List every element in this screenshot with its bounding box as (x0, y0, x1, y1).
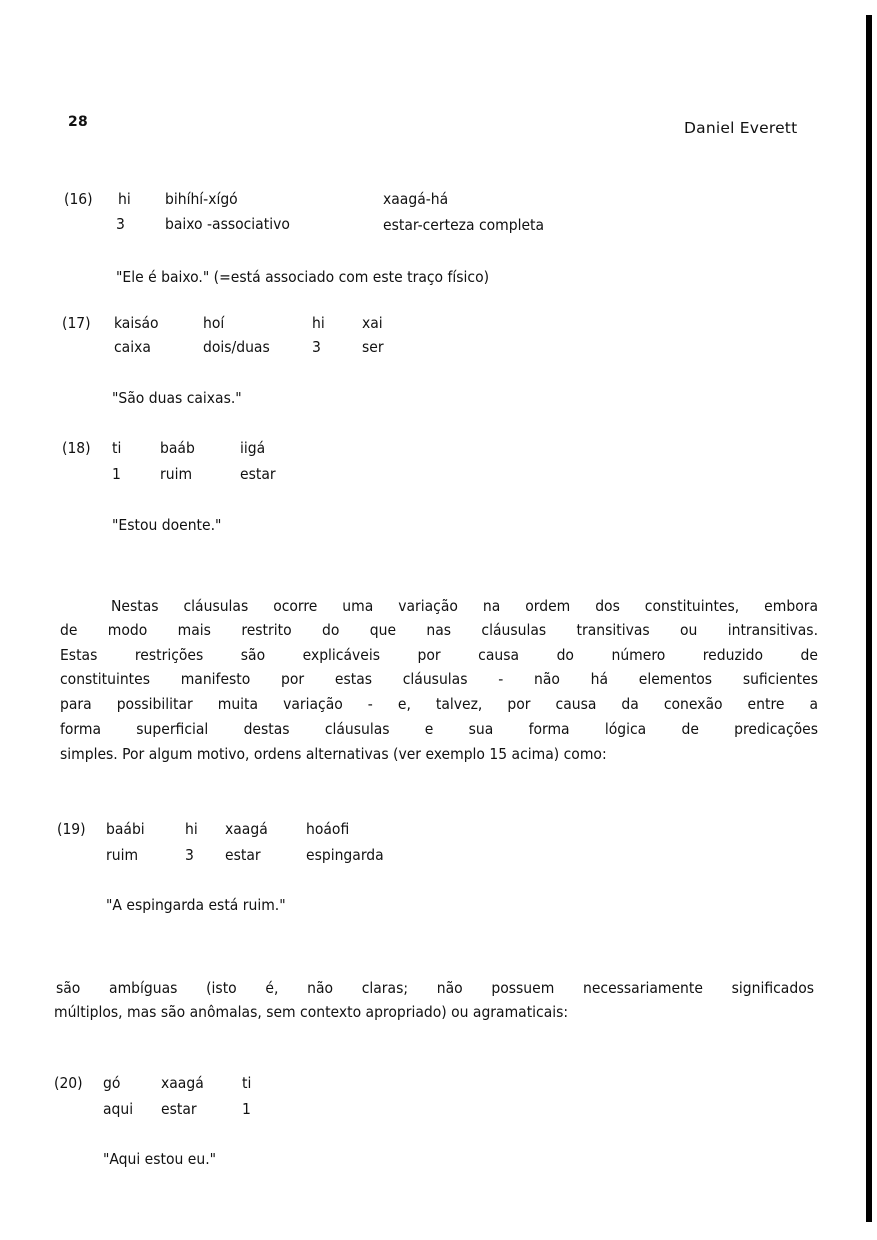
example-number: (20) (54, 1074, 83, 1092)
example-word: xaagá (161, 1074, 204, 1092)
example-gloss: caixa (114, 338, 151, 356)
example-gloss: estar-certeza completa (383, 216, 545, 234)
example-gloss: ruim (106, 846, 139, 864)
example-word: baábi (106, 820, 145, 838)
example-word: hi (118, 190, 131, 208)
example-word: xaagá (225, 820, 268, 838)
example-gloss: espingarda (306, 846, 384, 864)
example-word: hi (185, 820, 198, 838)
page-number: 28 (68, 114, 88, 130)
paragraph-line: múltiplos, mas são anômalas, sem contexto apropriado) ou agramaticais: (54, 1003, 569, 1021)
example-gloss: 3 (312, 338, 321, 356)
example-gloss: 3 (116, 215, 125, 233)
example-number: (19) (57, 820, 86, 838)
paragraph-line: de modo mais restrito do que nas cláusulas transitivas ou intransitivas. (60, 621, 818, 639)
example-gloss: 3 (185, 846, 194, 864)
paragraph-line: Nestas cláusulas ocorre uma variação na ordem dos constituintes, embora (111, 597, 818, 615)
example-word: hoí (203, 314, 225, 332)
paragraph-line: forma superficial destas cláusulas e sua forma lógica de predicações (60, 720, 818, 738)
example-word: hi (312, 314, 325, 332)
example-translation: "A espingarda está ruim." (106, 896, 286, 914)
example-word: hoáofi (306, 820, 350, 838)
example-translation: "Ele é baixo." (=está associado com este traço físico) (116, 268, 490, 286)
example-gloss: estar (225, 846, 261, 864)
example-word: ti (112, 439, 122, 457)
example-word: ti (242, 1074, 252, 1092)
example-word: baáb (160, 439, 195, 457)
example-translation: "São duas caixas." (112, 389, 242, 407)
example-gloss: estar (161, 1100, 197, 1118)
example-gloss: 1 (112, 465, 121, 483)
example-word: bihíhí-xígó (165, 190, 238, 208)
paragraph-line: para possibilitar muita variação - e, talvez, por causa da conexão entre a (60, 695, 818, 713)
example-gloss: dois/duas (203, 338, 270, 356)
example-word: xai (362, 314, 383, 332)
example-translation: "Estou doente." (112, 516, 222, 534)
example-gloss: 1 (242, 1100, 251, 1118)
example-number: (18) (62, 439, 91, 457)
example-word: kaisáo (114, 314, 159, 332)
example-number: (17) (62, 314, 91, 332)
paragraph-line: são ambíguas (isto é, não claras; não possuem necessariamente significados (56, 979, 814, 997)
example-word: xaagá-há (383, 190, 449, 208)
example-gloss: estar (240, 465, 276, 483)
paragraph-line: constituintes manifesto por estas cláusulas - não há elementos suficientes (60, 670, 818, 688)
example-gloss: ruim (160, 465, 193, 483)
page-edge-bar (866, 15, 872, 1222)
example-word: iigá (240, 439, 266, 457)
running-head: Daniel Everett (684, 119, 798, 137)
example-number: (16) (64, 190, 93, 208)
example-translation: "Aqui estou eu." (103, 1150, 217, 1168)
example-word: gó (103, 1074, 121, 1092)
paragraph-line: simples. Por algum motivo, ordens alternativas (ver exemplo 15 acima) como: (60, 745, 607, 763)
example-gloss: baixo -associativo (165, 215, 290, 233)
example-gloss: ser (362, 338, 384, 356)
paragraph-line: Estas restrições são explicáveis por causa do número reduzido de (60, 646, 818, 664)
example-gloss: aqui (103, 1100, 134, 1118)
